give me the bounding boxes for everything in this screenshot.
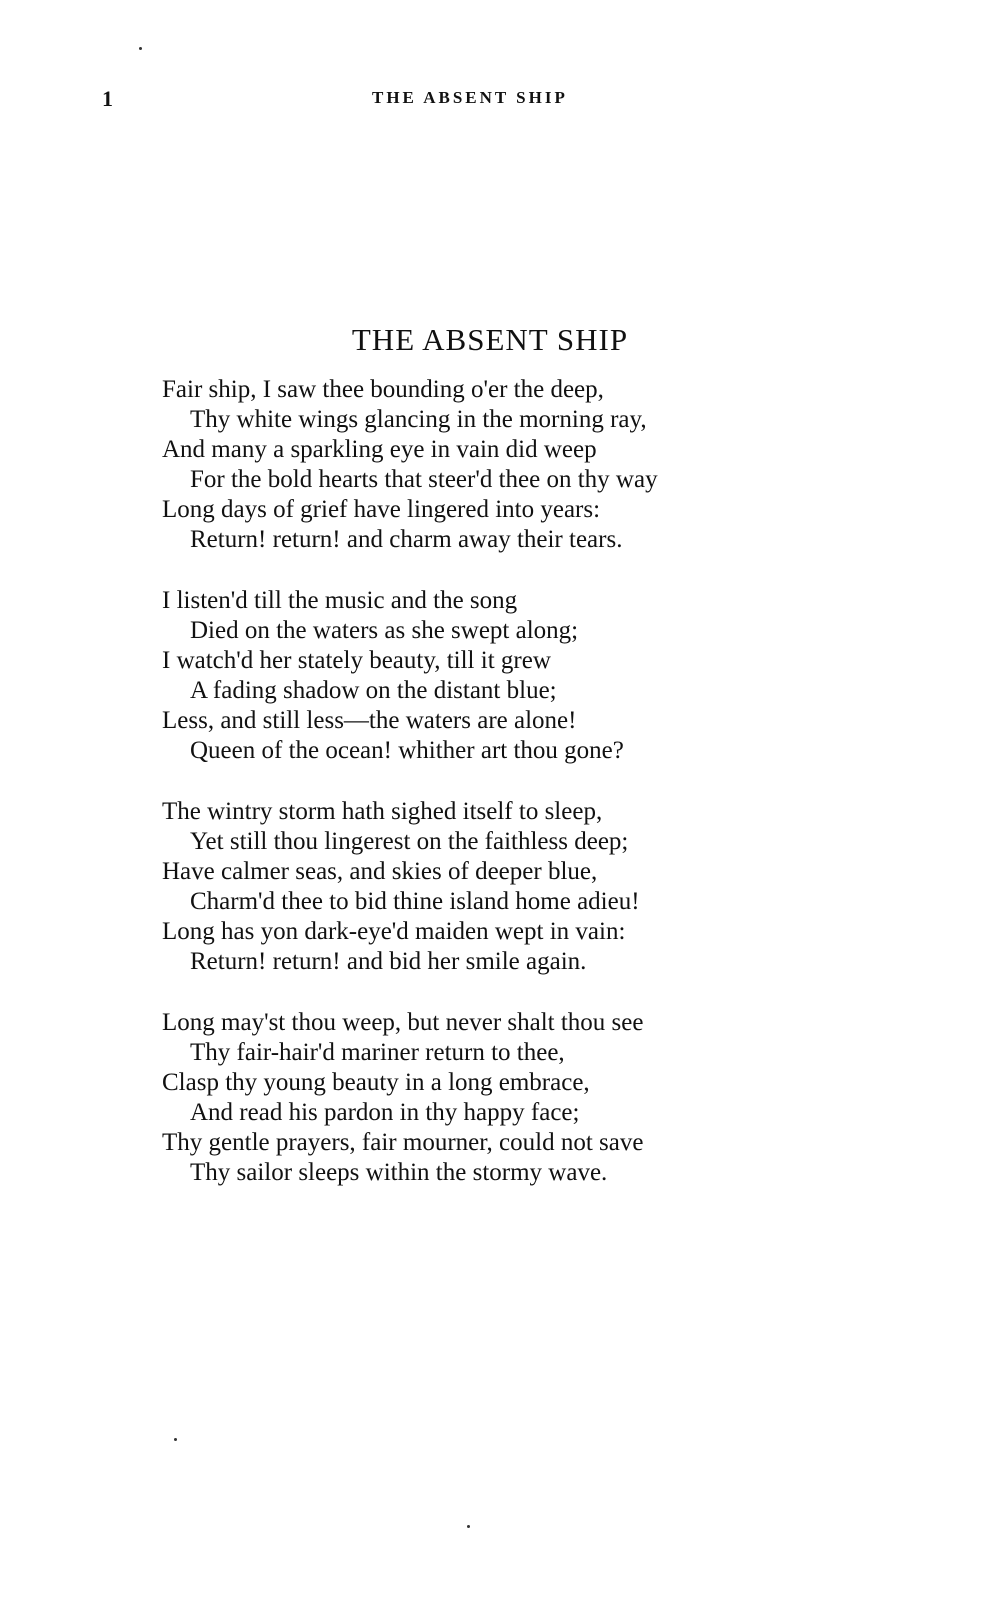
poem-line: Fair ship, I saw thee bounding o'er the deep,	[162, 376, 604, 403]
poem-line: And read his pardon in thy happy face;	[190, 1099, 580, 1126]
poem-line: A fading shadow on the distant blue;	[190, 677, 557, 704]
stanza-1	[162, 375, 922, 555]
poem-line: For the bold hearts that steer'd thee on thy way	[190, 466, 658, 493]
page-number: 1	[102, 86, 114, 111]
poem-line: Clasp thy young beauty in a long embrace,	[162, 1069, 590, 1096]
poem-line: Charm'd thee to bid thine island home adieu!	[190, 888, 640, 915]
print-speck	[139, 47, 142, 50]
poem-title	[0, 322, 1000, 358]
poem-line: I watch'd her stately beauty, till it grew	[162, 647, 551, 674]
print-speck	[174, 1438, 177, 1441]
poem-line: Long days of grief have lingered into years:	[162, 496, 601, 523]
stanza-3	[162, 797, 922, 977]
poem-line: Queen of the ocean! whither art thou gone?	[190, 737, 624, 764]
poem-line: Less, and still less—the waters are alone!	[162, 707, 577, 734]
poem-line: Long has yon dark-eye'd maiden wept in vain:	[162, 918, 626, 945]
poem-line: Thy sailor sleeps within the stormy wave.	[190, 1159, 608, 1186]
poem-line: I listen'd till the music and the song	[162, 587, 518, 614]
running-title: THE ABSENT SHIP	[372, 88, 568, 107]
poem-line: Died on the waters as she swept along;	[190, 617, 579, 644]
poem-body	[162, 375, 922, 1219]
poem-line: Yet still thou lingerest on the faithless deep;	[190, 828, 629, 855]
poem-line: Return! return! and charm away their tears.	[190, 526, 623, 553]
stanza-4	[162, 1008, 922, 1188]
poem-line: Thy fair-hair'd mariner return to thee,	[190, 1039, 565, 1066]
poem-title-text: THE ABSENT SHIP	[351, 322, 629, 357]
running-head	[0, 86, 1000, 116]
print-speck	[467, 1525, 470, 1528]
poem-line: Return! return! and bid her smile again.	[190, 948, 587, 975]
poem-line: Thy gentle prayers, fair mourner, could not save	[162, 1129, 644, 1156]
poem-line: The wintry storm hath sighed itself to sleep,	[162, 798, 603, 825]
poem-line: Have calmer seas, and skies of deeper blue,	[162, 858, 598, 885]
poem-line: And many a sparkling eye in vain did weep	[162, 436, 597, 463]
poem-line: Long may'st thou weep, but never shalt thou see	[162, 1009, 644, 1036]
poem-line: Thy white wings glancing in the morning ray,	[190, 406, 647, 433]
stanza-2	[162, 586, 922, 766]
